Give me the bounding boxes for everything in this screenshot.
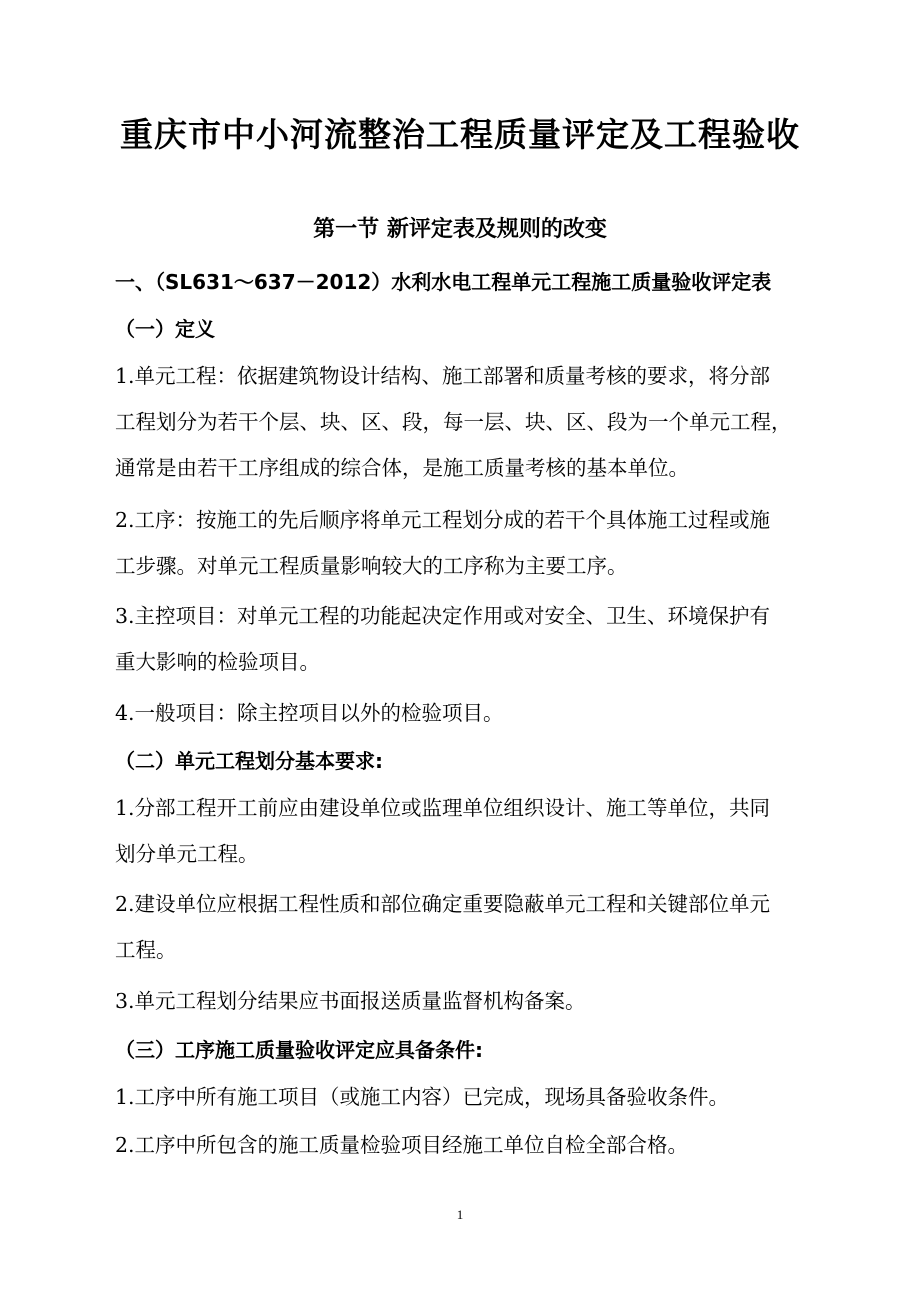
text-line: 通常是由若干工序组成的综合体，是施工质量考核的基本单位。 (115, 456, 689, 480)
text-line: 重大影响的检验项目。 (115, 650, 320, 674)
condition-item (115, 1122, 815, 1168)
text-line: 工步骤。对单元工程质量影响较大的工序称为主要工序。 (115, 554, 628, 578)
text-line: 2.建设单位应根据工程性质和部位确定重要隐蔽单元工程和关键部位单元 (115, 892, 771, 916)
text-line: 1.单元工程：依据建筑物设计结构、施工部署和质量考核的要求，将分部 (115, 364, 771, 388)
definition-item (115, 690, 815, 736)
definition-item (115, 497, 815, 589)
section-title: 第一节 新评定表及规则的改变 (313, 217, 607, 242)
text-line: 工程。 (115, 938, 177, 962)
text-line: 1.工序中所有施工项目（或施工内容）已完成，现场具备验收条件。 (115, 1085, 730, 1109)
text-line: 1.分部工程开工前应由建设单位或监理单位组织设计、施工等单位，共同 (115, 796, 771, 820)
requirement-item (115, 881, 815, 973)
text-line: 2.工序：按施工的先后顺序将单元工程划分成的若干个具体施工过程或施 (115, 508, 771, 532)
text-line: 2.工序中所包含的施工质量检验项目经施工单位自检全部合格。 (115, 1133, 689, 1157)
subheading-definitions: （一）定义 (115, 317, 215, 341)
text-line: 划分单元工程。 (115, 842, 259, 866)
definition-item (115, 593, 815, 685)
subheading-acceptance-conditions: （三）工序施工质量验收评定应具备条件: (115, 1038, 483, 1062)
subheading-division-requirements: （二）单元工程划分基本要求: (115, 749, 383, 773)
document-title: 重庆市中小河流整治工程质量评定及工程验收 (120, 115, 800, 154)
requirement-item (115, 978, 815, 1024)
text-line: 3.主控项目：对单元工程的功能起决定作用或对安全、卫生、环境保护有 (115, 604, 771, 628)
text-line: 3.单元工程划分结果应书面报送质量监督机构备案。 (115, 989, 586, 1013)
text-line: 4.一般项目：除主控项目以外的检验项目。 (115, 701, 504, 725)
page-number: 1 (456, 1207, 464, 1222)
definition-item (115, 353, 815, 491)
requirement-item (115, 785, 815, 877)
condition-item (115, 1074, 815, 1120)
text-line: 工程划分为若干个层、块、区、段，每一层、块、区、段为一个单元工程， (115, 410, 792, 434)
heading-standard: 一、（SL631～637－2012）水利水电工程单元工程施工质量验收评定表 (115, 270, 772, 294)
